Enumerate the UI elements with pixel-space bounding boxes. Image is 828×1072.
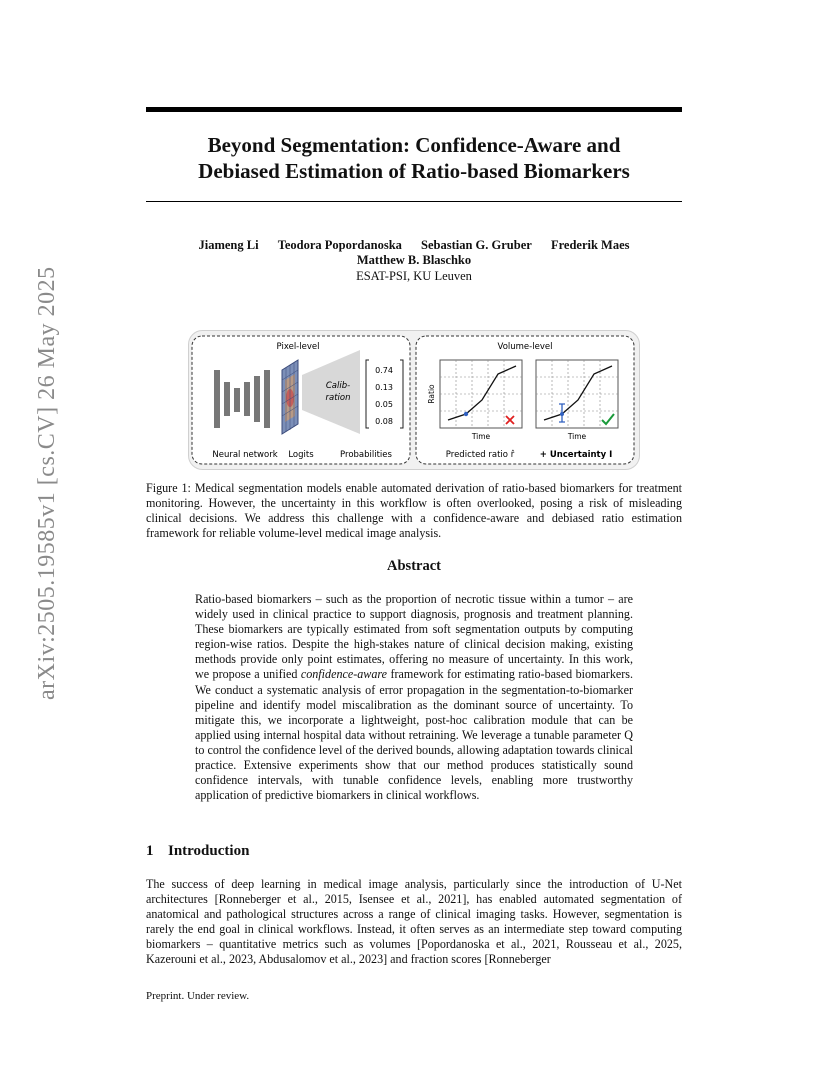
logits-label: Logits: [288, 450, 314, 460]
ratio-axis-label: Ratio: [427, 384, 436, 404]
figure-1: [188, 330, 640, 470]
calibration-label-2: ration: [325, 393, 351, 403]
title-line-2: Debiased Estimation of Ratio-based Biomarkers: [198, 159, 630, 183]
volume-level-label: Volume-level: [497, 342, 553, 352]
author: Frederik Maes: [550, 238, 630, 252]
introduction-body: The success of deep learning in medical image analysis, particularly since the introduction of U-Net architectures [Ronneberger et al., 2015, Isensee et al., 2021], has enabled automated segmentation of anatomical and pathological structures across a range of clinical imaging tasks. However, segmentation is rarely the end goal in clinical workflows. Instead, it often serves as an intermediate step toward computing biomarkers – quantitative metrics such as volumes [Popordanoska et al., 2021, Rousseau et al., 2025, Kazerouni et al., 2023, Abdusalomov et al., 2023] and fraction scores [Ronneberger: [146, 877, 682, 967]
arxiv-sidebar: [14, 266, 60, 700]
probability-value: 0.05: [375, 400, 393, 409]
title-line-1: Beyond Segmentation: Confidence-Aware and: [207, 133, 621, 157]
time-label: Time: [471, 432, 491, 441]
figure-1-graphic: [188, 330, 640, 470]
neural-network-label: Neural network: [212, 450, 278, 460]
section-heading: [146, 843, 249, 860]
logits-image: [282, 360, 298, 434]
abstract-heading: Abstract: [387, 558, 441, 574]
section-number: 1: [146, 843, 154, 859]
uncertainty-label: + Uncertainty I: [539, 450, 613, 460]
affiliation: ESAT-PSI, KU Leuven: [356, 269, 472, 283]
predicted-ratio-label: Predicted ratio r̂: [445, 450, 515, 460]
author: Sebastian G. Gruber: [421, 238, 532, 252]
title-rule-bottom: [146, 201, 682, 202]
author-line-1: [146, 238, 682, 253]
author: Teodora Popordanoska: [277, 238, 402, 252]
abstract-text: framework for estimating ratio-based biomarkers. We conduct a systematic analysis of error propagation in the segmentation-to-biomarker pipeline and identify model miscalibration as the dominant source of uncertainty. To mitigate this, we incorporate a lightweight, post-hoc calibration module that can be applied using internal hospital data without retraining. We leverage a tunable parameter Q to control the confidence level of the derived bounds, allowing adaptation towards clinical practice. Extensive experiments show that our method produces statistically sound confidence intervals, with tunable confidence levels, enabling more trustworthy application of predictive biomarkers in clinical workflows.: [195, 667, 634, 803]
predicted-ratio-plot: [440, 360, 522, 428]
arxiv-id: arXiv:2505.19585v1 [cs.CV] 26 May 2025: [34, 266, 60, 700]
abstract-body: [195, 592, 633, 803]
probability-value: 0.13: [375, 383, 393, 392]
figure-caption: Figure 1: Medical segmentation models enable automated derivation of ratio-based biomarkers for treatment monitoring. However, the uncertainty in this workflow is often overlooked, posing a risk of misleading clinical decisions. We address this challenge with a confidence-aware and debiased ratio estimation framework for reliable volume-level medical image analysis.: [146, 481, 682, 540]
time-label: Time: [567, 432, 587, 441]
author-block: [146, 238, 682, 268]
uncertainty-plot: [536, 360, 618, 428]
abstract-emphasis: confidence-aware: [300, 667, 388, 682]
title-rule-top: [146, 107, 682, 112]
probability-value: 0.74: [375, 366, 393, 375]
paper-title: [146, 132, 682, 184]
calibration-label-1: Calib-: [325, 381, 351, 391]
abstract-text: Ratio-based biomarkers – such as the proportion of necrotic tissue within a tumor – are widely used in clinical practice to support diagnosis, prognosis and treatment planning. These biomarkers are typically estimated from soft segmentation outputs by computing region-wise ratios. Despite the high-stakes nature of clinical decision making, existing methods provide only point estimates, offering no measure of uncertainty. In this work, we propose a unified: [195, 592, 633, 682]
author-line-2: Matthew B. Blaschko: [356, 253, 472, 267]
probabilities-label: Probabilities: [340, 450, 392, 460]
author: Jiameng Li: [198, 238, 259, 252]
pixel-level-label: Pixel-level: [276, 342, 320, 352]
footer-note: Preprint. Under review.: [146, 990, 250, 1002]
section-title: Introduction: [168, 843, 250, 859]
probability-value: 0.08: [375, 417, 393, 426]
